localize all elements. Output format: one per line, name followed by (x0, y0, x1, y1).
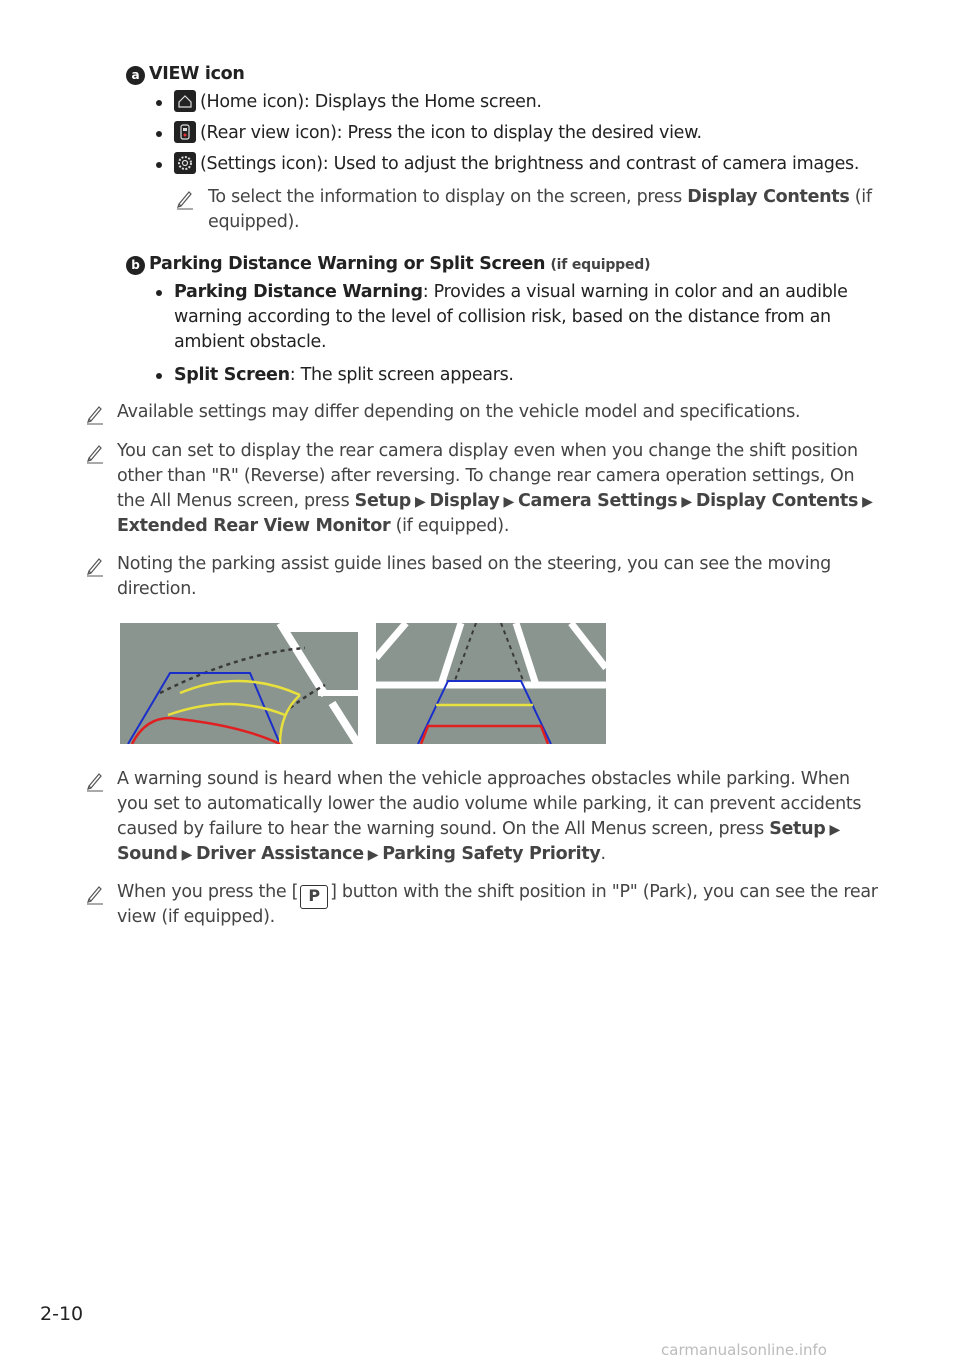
home-icon (174, 90, 196, 112)
section-b-title: Parking Distance Warning or Split Screen (if equipped) (149, 254, 651, 274)
home-item: (Home icon): Displays the Home screen. (174, 90, 542, 115)
arrow-right-icon: ▶ (829, 822, 840, 838)
arrow-right-icon: ▶ (681, 494, 692, 510)
arrow-right-icon: ▶ (367, 847, 379, 863)
rear-view-icon (174, 121, 196, 143)
note-pencil-icon (176, 188, 194, 210)
watermark: carmanualsonline.info (661, 1341, 827, 1359)
note-pencil-icon (86, 555, 104, 577)
bullet (156, 373, 162, 379)
note-pencil-icon (86, 442, 104, 464)
parking-warning-line3: ambient obstacle. (174, 332, 327, 352)
note-available-settings: Available settings may differ depending on the vehicle model and specifications. (117, 402, 801, 422)
section-a-note-line2: equipped). (208, 212, 300, 232)
note-park-button-line1: When you press the [ P ] button with the shift position in "P" (Park), you can see the rear (117, 880, 878, 909)
note-guide-lines-line1: Noting the parking assist guide lines based on the steering, you can see the moving (117, 554, 831, 574)
section-a-title: VIEW icon (149, 64, 245, 84)
note-pencil-icon (86, 883, 104, 905)
note-warning-sound-line1: A warning sound is heard when the vehicle approaches obstacles while parking. When (117, 769, 850, 789)
rear-view-item: (Rear view icon): Press the icon to display the desired view. (174, 121, 702, 146)
straight-guide-illustration (376, 623, 606, 744)
bullet (156, 290, 162, 296)
note-pencil-icon (86, 770, 104, 792)
note-warning-sound-line2: you set to automatically lower the audio volume while parking, it can prevent accidents (117, 794, 862, 814)
arrow-right-icon: ▶ (181, 847, 193, 863)
section-b-marker: b (126, 256, 145, 275)
note-warning-sound-line4: Sound ▶ Driver Assistance ▶ Parking Safety Priority. (117, 842, 606, 868)
arrow-right-icon: ▶ (414, 494, 426, 510)
park-button-icon: P (300, 885, 328, 909)
parking-warning-line1: Parking Distance Warning: Provides a visual warning in color and an audible (174, 282, 848, 302)
note-guide-lines-line2: direction. (117, 579, 197, 599)
bullet (156, 162, 162, 168)
note-warning-sound-line3: caused by failure to hear the warning sound. On the All Menus screen, press Setup ▶ (117, 817, 844, 843)
settings-icon (174, 152, 196, 174)
note-pencil-icon (86, 403, 104, 425)
note-park-button-line2: view (if equipped). (117, 907, 275, 927)
bullet (156, 131, 162, 137)
page-number: 2-10 (40, 1303, 84, 1325)
bullet (156, 100, 162, 106)
settings-item: (Settings icon): Used to adjust the brightness and contrast of camera images. (174, 152, 859, 177)
arrow-right-icon: ▶ (862, 494, 873, 510)
section-a-note-line1: To select the information to display on the screen, press Display Contents (if (208, 187, 872, 207)
note-rear-camera-line2: other than "R" (Reverse) after reversing. To change rear camera operation settings, On (117, 466, 855, 486)
note-rear-camera-line4: Extended Rear View Monitor (if equipped). (117, 516, 510, 536)
parking-warning-line2: warning according to the level of collision risk, based on the distance from an (174, 307, 831, 327)
note-rear-camera-line1: You can set to display the rear camera display even when you change the shift position (117, 441, 858, 461)
section-a-marker: a (126, 66, 145, 85)
note-rear-camera-line3: the All Menus screen, press Setup ▶ Display ▶ Camera Settings ▶ Display Contents ▶ (117, 489, 877, 515)
split-screen-item: Split Screen: The split screen appears. (174, 365, 514, 385)
arrow-right-icon: ▶ (503, 494, 514, 510)
steering-guide-illustration (120, 623, 358, 744)
